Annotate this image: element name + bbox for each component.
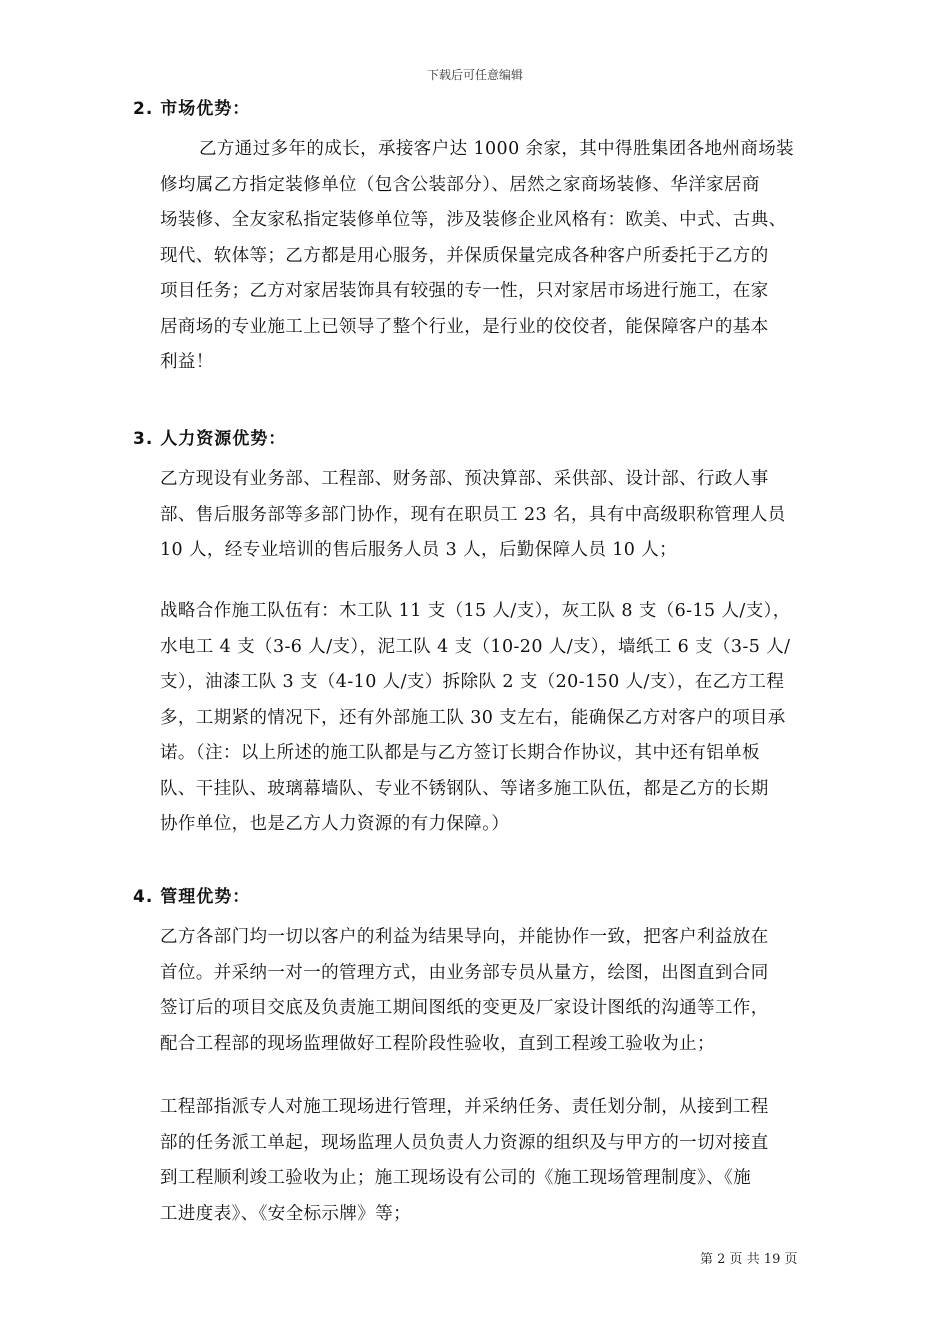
text-line: 乙方各部门均一切以客户的利益为结果导向，并能协作一致，把客户利益放在 — [160, 927, 769, 947]
text-line: 10 人，经专业培训的售后服务人员 3 人，后勤保障人员 10 人； — [160, 540, 678, 560]
text-line: 乙方现设有业务部、工程部、财务部、预决算部、采供部、设计部、行政人事 — [160, 469, 769, 489]
text-line: 支），油漆工队 3 支（4-10 人/支）拆除队 2 支（20-150 人/支），在乙方工程 — [160, 672, 785, 692]
section-heading-market: 2. 市场优势： — [133, 99, 251, 119]
text-line: 配合工程部的现场监理做好工程阶段性验收，直到工程竣工验收为止； — [160, 1033, 715, 1054]
text-line: 现代、软体等；乙方都是用心服务，并保质保量完成各种客户所委托于乙方的 — [160, 245, 769, 266]
text-line: 协作单位，也是乙方人力资源的有力保障。） — [160, 814, 510, 834]
section-heading-hr: 3. 人力资源优势： — [133, 429, 287, 449]
page-number: 第 2 页 共 19 页 — [700, 1252, 798, 1267]
text-line: 水电工 4 支（3-6 人/支），泥工队 4 支（10-20 人/支），墙纸工 6 支（3-5 人/ — [160, 636, 791, 657]
text-line: 乙方通过多年的成长，承接客户达 1000 余家，其中得胜集团各地州商场装 — [199, 139, 795, 159]
text-line: 部、售后服务部等多部门协作，现有在职员工 23 名，具有中高级职称管理人员 — [160, 504, 786, 525]
text-line: 多，工期紧的情况下，还有外部施工队 30 支左右，能确保乙方对客户的项目承 — [160, 707, 786, 728]
paragraph-management-1 — [160, 920, 769, 1062]
text-line: 场装修、全友家私指定装修单位等，涉及装修企业风格有：欧美、中式、古典、 — [160, 210, 787, 230]
text-line: 项目任务；乙方对家居装饰具有较强的专一性，只对家居市场进行施工，在家 — [160, 281, 769, 301]
text-line: 签订后的项目交底及负责施工期间图纸的变更及厂家设计图纸的沟通等工作， — [160, 998, 769, 1018]
text-line: 居商场的专业施工上已领导了整个行业，是行业的佼佼者，能保障客户的基本 — [160, 316, 769, 337]
paragraph-hr-teams — [160, 594, 791, 843]
text-line: 工进度表》、《安全标示牌》等； — [160, 1203, 411, 1224]
text-line: 战略合作施工队伍有：木工队 11 支（15 人/支），灰工队 8 支（6-15 人/支）， — [160, 601, 791, 621]
text-line: 部的任务派工单起，现场监理人员负责人力资源的组织及与甲方的一切对接直 — [160, 1132, 769, 1153]
paragraph-market — [160, 132, 795, 381]
paragraph-hr-departments — [160, 462, 786, 569]
text-line: 首位。并采纳一对一的管理方式，由业务部专员从量方，绘图，出图直到合同 — [160, 962, 769, 983]
text-line: 队、干挂队、玻璃幕墙队、专业不锈钢队、等诸多施工队伍，都是乙方的长期 — [160, 778, 769, 799]
text-line: 利益！ — [160, 352, 214, 372]
text-line: 到工程顺利竣工验收为止；施工现场设有公司的《施工现场管理制度》、《施 — [160, 1168, 752, 1188]
section-heading-management: 4. 管理优势： — [133, 887, 251, 907]
page-header: 下载后可任意编辑 — [426, 68, 523, 82]
paragraph-management-2 — [160, 1090, 769, 1232]
text-line: 工程部指派专人对施工现场进行管理，并采纳任务、责任划分制，从接到工程 — [160, 1097, 769, 1117]
text-line: 诺。（注：以上所述的施工队都是与乙方签订长期合作协议，其中还有铝单板 — [160, 743, 760, 763]
text-line: 修均属乙方指定装修单位（包含公装部分）、居然之家商场装修、华洋家居商 — [160, 174, 760, 195]
